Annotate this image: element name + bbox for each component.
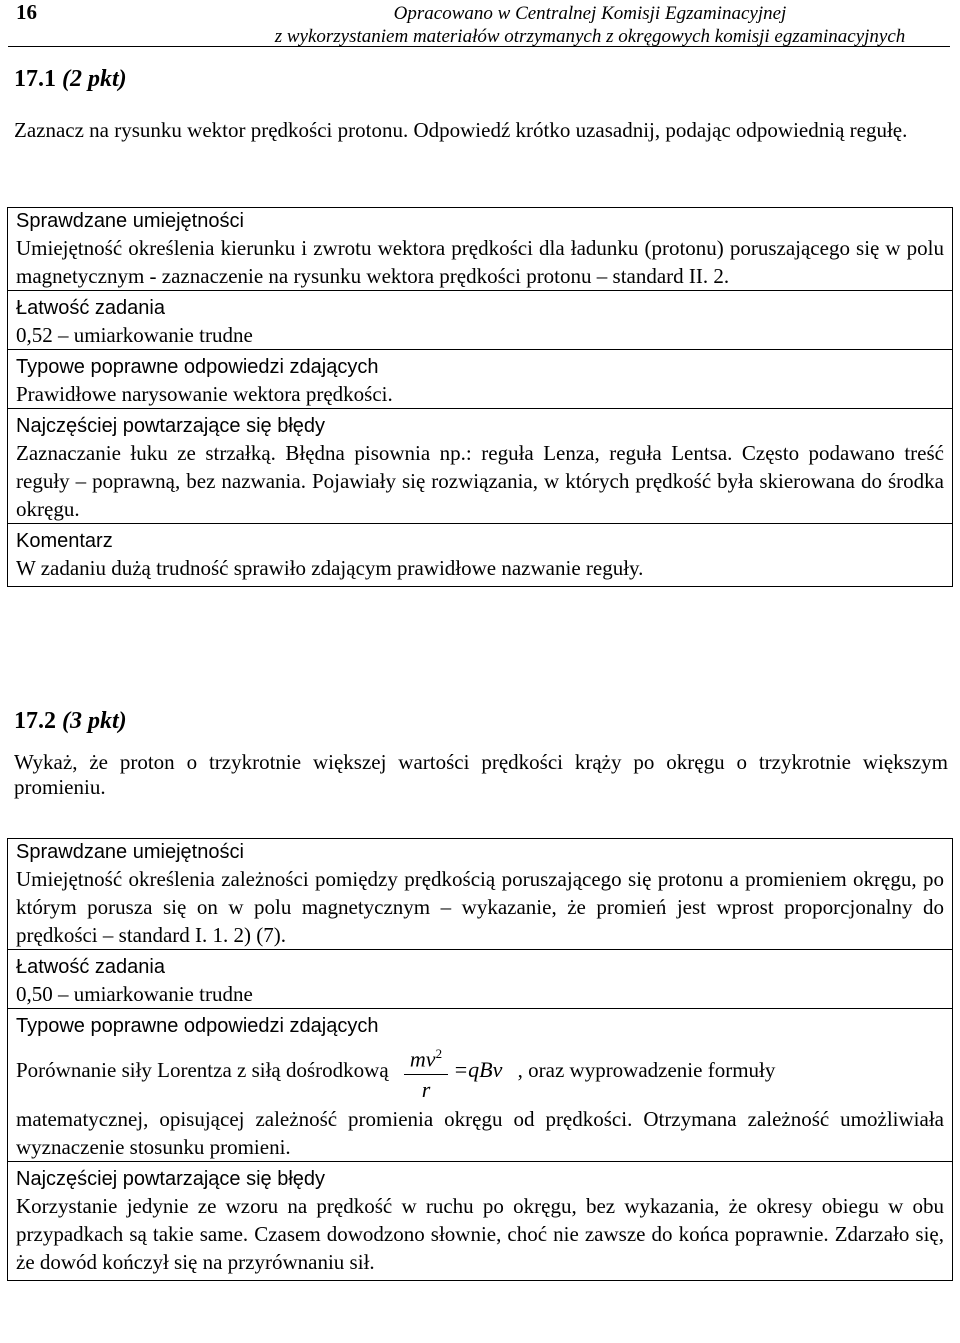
task-2-text: Wykaż, że proton o trzykrotnie większej wartości prędkości krąży po okręgu o trzykrotnie większym promieniu. (14, 750, 948, 799)
correct-answers-heading: Typowe poprawne odpowiedzi zdających (16, 356, 379, 378)
skills-text: Umiejętność określenia zależności pomiędzy prędkością poruszającego się protonu a promieniem okręgu, po którym porusza się on w polu magnetycznym – wykazanie, że promień jest wprost proporcjonalny do prędkości – standard I. 1. 2) (7). (16, 867, 944, 947)
errors-text: Zaznaczanie łuku ze strzałką. Błędna pisownia np.: reguła Lenza, reguła Lentsa. Często podawano treść reguły – poprawną, bez nazwania. Pojawiały się rozwiązania, w których prędkość była skierowana do środka okręgu. (16, 441, 944, 521)
page-header (8, 0, 950, 47)
correct-answers-text-mid: , oraz wyprowadzenie formuły (517, 1057, 776, 1082)
errors-heading: Najczęściej powtarzające się błędy (16, 415, 326, 437)
skills-section (8, 839, 952, 949)
difficulty-text: 0,52 – umiarkowanie trudne (16, 323, 253, 347)
skills-heading: Sprawdzane umiejętności (16, 841, 244, 863)
formula-fraction (404, 1039, 448, 1105)
task-2-title (14, 708, 127, 735)
correct-answers-heading: Typowe poprawne odpowiedzi zdających (16, 1015, 379, 1037)
skills-heading: Sprawdzane umiejętności (16, 210, 244, 232)
difficulty-section (8, 949, 952, 1008)
comment-section (8, 523, 952, 586)
correct-answers-text: Prawidłowe narysowanie wektora prędkości. (16, 382, 393, 406)
lorentz-formula (404, 1039, 502, 1105)
correct-answers-text (16, 1039, 944, 1161)
correct-answers-text-start: Porównanie siły Lorentza z siłą dośrodkową (16, 1057, 389, 1082)
task-2-number: 17.2 (14, 708, 56, 734)
task-1-text: Zaznacz na rysunku wektor prędkości protonu. Odpowiedź krótko uzasadnij, podając odpowiednią regułę. (14, 118, 908, 142)
comment-text: W zadaniu dużą trudność sprawiło zdającym prawidłowe nazwanie reguły. (16, 556, 644, 580)
difficulty-section (8, 290, 952, 349)
page-number: 16 (16, 0, 37, 24)
task-2-info-box (7, 838, 953, 1281)
correct-answers-section (8, 349, 952, 408)
task-1-title (14, 66, 127, 93)
task-1-points: (2 pkt) (62, 66, 127, 92)
skills-section (8, 208, 952, 290)
correct-answers-text-cont: matematycznej, opisującej zależność promienia okręgu od prędkości. Otrzymana zależność umożliwiała wyznaczenie stosunku promieni. (16, 1107, 944, 1160)
comment-heading: Komentarz (16, 530, 113, 552)
skills-text: Umiejętność określenia kierunku i zwrotu wektora prędkości dla ładunku (protonu) poruszającego się w polu magnetycznym - zaznaczenie na rysunku wektora prędkości protonu – standard II. 2. (16, 236, 944, 288)
formula-denominator: r (421, 1077, 431, 1103)
formula-exponent: 2 (435, 1046, 443, 1061)
task-1-info-box (7, 207, 953, 587)
difficulty-text: 0,50 – umiarkowanie trudne (16, 982, 253, 1006)
formula-numerator: $mv^2$ (404, 1039, 448, 1075)
task-1-number: 17.1 (14, 66, 56, 92)
header-title (230, 2, 950, 48)
errors-heading: Najczęściej powtarzające się błędy (16, 1168, 326, 1191)
task-2-points: (3 pkt) (62, 708, 127, 734)
header-line-2: z wykorzystaniem materiałów otrzymanych z okręgowych komisji egzaminacyjnych (274, 26, 906, 47)
difficulty-heading: Łatwość zadania (16, 956, 165, 978)
errors-section (8, 408, 952, 523)
difficulty-heading: Łatwość zadania (16, 297, 165, 319)
errors-text: Korzystanie jedynie ze wzoru na prędkość w ruchu po okręgu, bez wykazania, że okresy obiegu w obu przypadkach są takie same. Czasem dowodzono słownie, choć nie zawsze do końca poprawnie. Zdarzało się, że dowód kończył się na przyrównaniu sił. (16, 1194, 944, 1275)
formula-right-side: =qBv (453, 1056, 503, 1082)
correct-answers-section (8, 1008, 952, 1161)
header-line-1: Opracowano w Centralnej Komisji Egzaminacyjnej (393, 3, 787, 24)
errors-section (8, 1161, 952, 1280)
